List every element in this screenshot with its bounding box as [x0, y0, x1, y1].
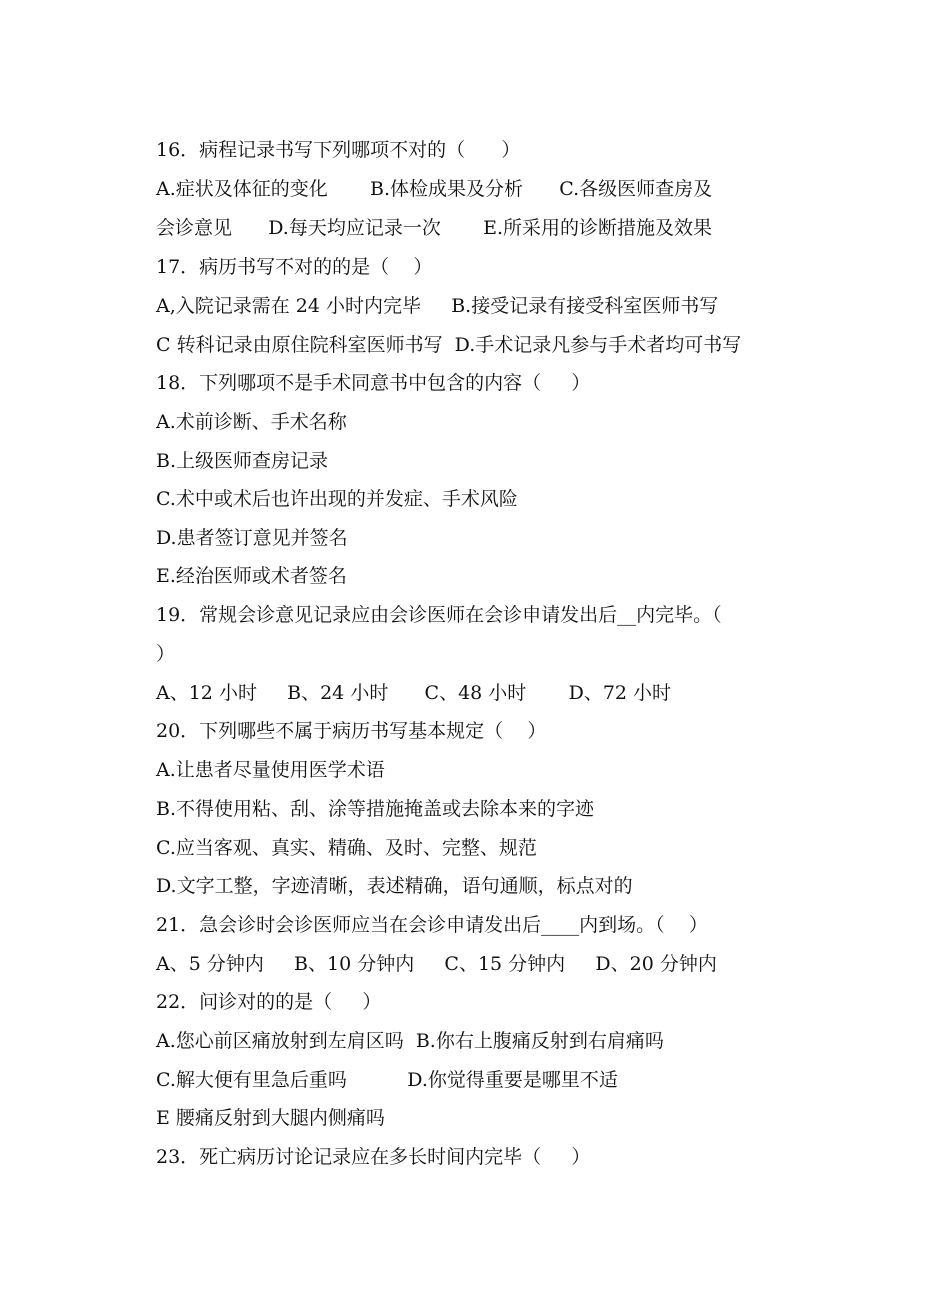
question-20-option-a: A.让患者尽量使用医学术语 [156, 759, 385, 781]
question-16-options-1: A.症状及体征的变化 B.体检成果及分析 C.各级医师查房及 [156, 178, 713, 200]
question-18-option-e: E.经治医师或术者签名 [156, 565, 347, 587]
question-18-option-d: D.患者签订意见并签名 [156, 527, 348, 549]
question-18: 18．下列哪项不是手术同意书中包含的内容（ ） [156, 372, 591, 394]
question-16: 16．病程记录书写下列哪项不对的（ ） [156, 139, 521, 161]
question-17-options-2: C 转科记录由原住院科室医师书写 D.手术记录凡参与手术者均可书写 [156, 334, 742, 356]
question-21: 21．急会诊时会诊医师应当在会诊申请发出后____内到场。（ ） [156, 914, 708, 936]
question-20-option-c: C.应当客观、真实、精确、及时、完整、规范 [156, 837, 537, 859]
question-20: 20．下列哪些不属于病历书写基本规定（ ） [156, 720, 547, 742]
question-22-options-1: A.您心前区痛放射到左肩区吗 B.你右上腹痛反射到右肩痛吗 [156, 1030, 664, 1052]
question-16-options-2: 会诊意见 D.每天均应记录一次 E.所采用的诊断措施及效果 [156, 217, 713, 239]
question-18-option-a: A.术前诊断、手术名称 [156, 411, 347, 433]
question-19-options: A、12 小时 B、24 小时 C、48 小时 D、72 小时 [156, 682, 672, 704]
question-17: 17．病历书写不对的的是（ ） [156, 256, 433, 278]
question-20-option-b: B.不得使用粘、刮、涂等措施掩盖或去除本来的字迹 [156, 798, 595, 820]
question-21-options: A、5 分钟内 B、10 分钟内 C、15 分钟内 D、20 分钟内 [156, 953, 717, 975]
question-22-option-e: E 腰痛反射到大腿内侧痛吗 [156, 1107, 385, 1129]
question-22-options-2: C.解大便有里急后重吗 D.你觉得重要是哪里不适 [156, 1069, 618, 1091]
question-18-option-b: B.上级医师查房记录 [156, 450, 329, 472]
question-22: 22．问诊对的的是（ ） [156, 991, 382, 1013]
question-20-option-d: D.文字工整，字迹清晰，表述精确，语句通顺，标点对的 [156, 875, 633, 897]
question-23: 23．死亡病历讨论记录应在多长时间内完毕（ ） [156, 1146, 591, 1168]
question-18-option-c: C.术中或术后也许出现的并发症、手术风险 [156, 488, 518, 510]
question-19: 19．常规会诊意见记录应由会诊医师在会诊申请发出后__内完毕。（ [156, 604, 722, 626]
question-19-paren: ） [156, 643, 176, 665]
question-17-options-1: A,入院记录需在 24 小时内完毕 B.接受记录有接受科室医师书写 [156, 295, 719, 317]
